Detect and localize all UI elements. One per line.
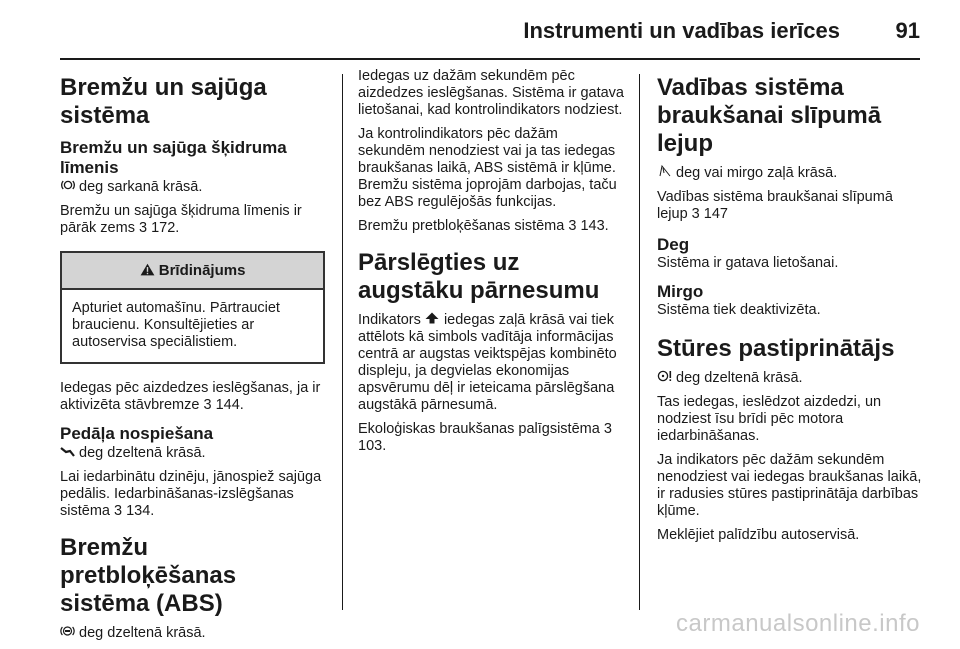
page-ref-103: 103. xyxy=(358,438,387,454)
steer-color-text: deg dzeltenā krāsā. xyxy=(676,370,803,386)
paragraph-on: Sistēma ir gatava lietošanai. xyxy=(657,255,839,271)
warning-icon xyxy=(140,262,159,279)
paragraph-abs-fault: Ja kontrolindikators pēc dažām sekundēm nenodziest vai ja tas iedegas braukšanas laikā, ABS sistēmā ir kļūme. Bremžu sistēma joprojām darbojas, taču bez ABS regulējošās funkcijas. xyxy=(358,126,617,210)
pedal-color-text: deg dzeltenā krāsā. xyxy=(79,445,206,461)
upshift-arrow-icon xyxy=(425,311,440,328)
page-ref-147: 147 xyxy=(703,206,728,222)
column-2 xyxy=(358,62,626,462)
section-heading-hill-descent: Vadības sistēma braukšanai slīpumā lejup xyxy=(657,74,882,157)
subheading-pedal: Pedāļa nospiešana xyxy=(60,424,214,443)
paragraph-abs-color xyxy=(60,624,325,642)
paragraph-fluid-low xyxy=(60,203,325,237)
paragraph-abs-ref xyxy=(358,218,626,235)
hill-color-text: deg vai mirgo zaļā krāsā. xyxy=(676,165,838,181)
power-steering-icon xyxy=(657,369,672,386)
paragraph-steer-fault: Ja indikators pēc dažām sekundēm nenodziest vai iedegas braukšanas laikā, ir radusies stūres pastiprinātāja darbības kļūme. xyxy=(657,452,922,519)
page-ref-144: 144. xyxy=(215,397,244,413)
page-ref-arrow: 3 xyxy=(568,218,577,234)
paragraph-hill-ref xyxy=(657,189,922,223)
fluid-low-text: Bremžu un sajūga šķidruma līmenis ir pārāk zems xyxy=(60,203,302,236)
column-1 xyxy=(60,62,325,649)
paragraph-abs-intro: Iedegas uz dažām sekundēm pēc aizdedzes ieslēgšanas. Sistēma ir gatava lietošanai, kad kontrolindikators nodziest. xyxy=(358,68,624,118)
paragraph-upshift xyxy=(358,311,626,414)
subheading-fluid-level: Bremžu un sajūga šķidruma līmenis xyxy=(60,138,287,177)
eco-text: Ekoloģiskas braukšanas palīgsistēma xyxy=(358,421,600,437)
abs-icon xyxy=(60,624,75,641)
subheading-on: Deg xyxy=(657,235,690,254)
section-heading-upshift: Pārslēgties uz augstāku pārnesumu xyxy=(358,249,600,304)
column-divider-1 xyxy=(342,74,343,610)
page-number: 91 xyxy=(895,18,920,43)
page-ref-arrow: 3 xyxy=(203,397,212,413)
page-ref-arrow: 3 xyxy=(138,220,148,236)
warning-title: Brīdinājums xyxy=(158,262,246,279)
abs-color-text: deg dzeltenā krāsā. xyxy=(79,625,206,641)
page-ref-143: 143. xyxy=(580,218,609,234)
paragraph-blink: Sistēma tiek deaktivizēta. xyxy=(657,302,821,318)
column-3 xyxy=(657,62,922,551)
page-ref-172: 172. xyxy=(151,220,180,236)
pedal-text: Lai iedarbinātu dzinēju, jānospiež sajūga pedālis. Iedarbināšanas-izslēgšanas sistēma xyxy=(60,469,322,519)
paragraph-fluid-color xyxy=(60,178,325,196)
abs-ref-text: Bremžu pretbloķēšanas sistēma xyxy=(358,218,565,234)
column-divider-2 xyxy=(639,74,640,610)
warning-box xyxy=(60,251,325,364)
page-ref-134: 134. xyxy=(126,503,155,519)
paragraph-parking-brake xyxy=(60,380,325,414)
page-ref-arrow: 3 xyxy=(603,421,612,437)
clutch-pedal-icon xyxy=(60,444,75,461)
paragraph-help: Meklējiet palīdzību autoservisā. xyxy=(657,527,860,543)
upshift-text-a: Indikators xyxy=(358,312,421,328)
watermark: carmanualsonline.info xyxy=(676,610,920,637)
fluid-color-text: deg sarkanā krāsā. xyxy=(79,179,203,195)
page-header-title: Instrumenti un vadības ierīces xyxy=(523,18,840,43)
paragraph-hill-color xyxy=(657,164,922,182)
hill-ref-text: Vadības sistēma braukšanai slīpumā lejup xyxy=(657,189,893,222)
ignition-text: Iedegas pēc aizdedzes ieslēgšanas, ja ir aktivizēta stāvbremze xyxy=(60,380,321,413)
paragraph-pedal-color xyxy=(60,444,325,462)
hill-descent-icon xyxy=(657,164,672,181)
section-heading-abs: Bremžu pretbloķēšanas sistēma (ABS) xyxy=(60,534,237,617)
page-ref-arrow: 3 xyxy=(691,206,700,222)
header-rule xyxy=(60,58,920,60)
upshift-text-b: iedegas zaļā krāsā vai tiek attēlots kā simbols vadītāja informācijas centrā ar augstas veiktspējas kombinēto displeju, ja degvielas ekonomijas apsvērumu dēļ ir ieteicama pārslēgšana augstākā pārnesumā. xyxy=(358,312,617,413)
paragraph-steer-on: Tas iedegas, ieslēdzot aizdedzi, un nodziest īsu brīdi pēc motora iedarbināšanas. xyxy=(657,394,882,444)
section-heading-brake-clutch: Bremžu un sajūga sistēma xyxy=(60,74,267,129)
subheading-blink: Mirgo xyxy=(657,282,704,301)
page-ref-arrow: 3 xyxy=(114,503,123,519)
paragraph-pedal-text xyxy=(60,469,325,520)
warning-header xyxy=(62,253,323,290)
section-heading-power-steering: Stūres pastiprinātājs xyxy=(657,335,895,362)
warning-text: Apturiet automašīnu. Pārtrauciet braucienu. Konsultējieties ar autoservisa speciālistiem. xyxy=(72,300,280,350)
brake-fluid-icon xyxy=(60,178,75,195)
paragraph-steer-color xyxy=(657,369,922,387)
paragraph-eco xyxy=(358,421,626,455)
